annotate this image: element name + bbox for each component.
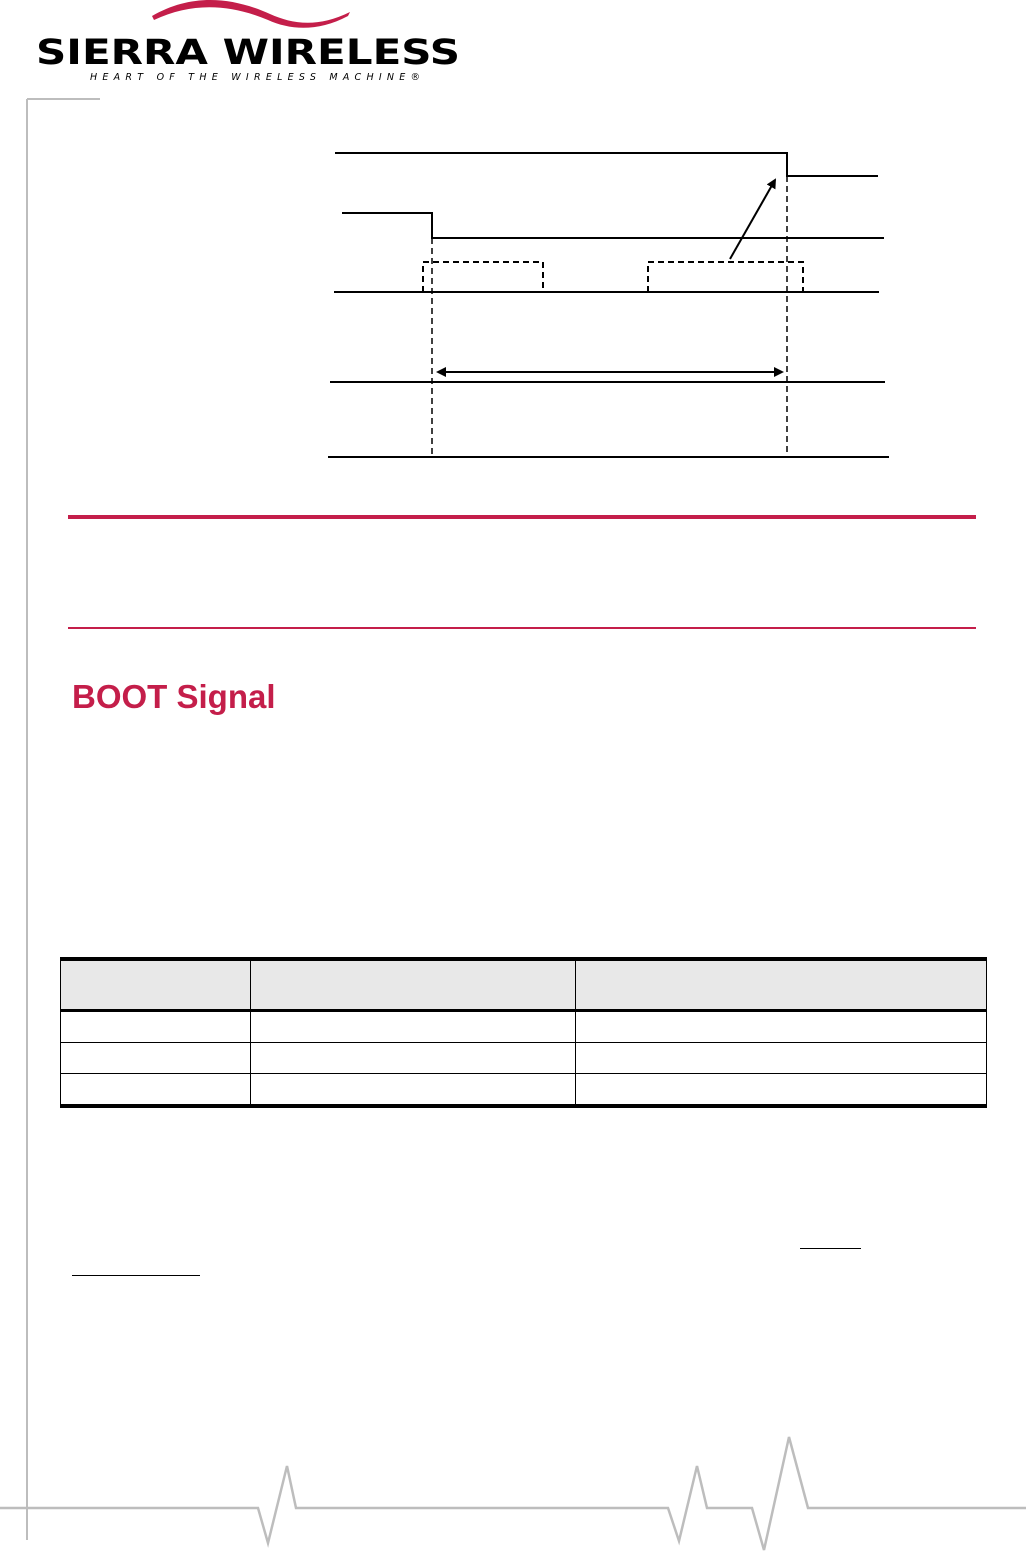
table-row xyxy=(61,1043,987,1074)
logo-wordmark: SIERRA WIRELESS xyxy=(36,33,461,73)
table-cell xyxy=(251,1074,576,1107)
signal-table xyxy=(60,957,987,1108)
table-header-cell xyxy=(576,959,987,1011)
note-rule-bottom xyxy=(68,627,976,629)
logo-tagline: HEART OF THE WIRELESS MACHINE® xyxy=(90,72,420,83)
table-cell xyxy=(61,1043,251,1074)
table-cell xyxy=(576,1074,987,1107)
table-cell xyxy=(61,1074,251,1107)
dashed-box-right xyxy=(648,262,803,292)
table-cell xyxy=(61,1011,251,1043)
table-header-cell xyxy=(251,959,576,1011)
link-underline[interactable] xyxy=(800,1248,861,1249)
section-heading: BOOT Signal xyxy=(72,678,276,715)
heartbeat-line xyxy=(0,1437,1026,1550)
table-cell xyxy=(576,1043,987,1074)
signal-trace-1 xyxy=(335,153,878,176)
table-header-cell xyxy=(61,959,251,1011)
diagonal-arrow xyxy=(730,180,775,259)
note-rule-top xyxy=(68,515,976,519)
table-header-row xyxy=(61,959,987,1011)
table-cell xyxy=(251,1043,576,1074)
timing-diagram xyxy=(0,0,1026,520)
signal-trace-2 xyxy=(342,213,884,238)
link-underline[interactable] xyxy=(72,1275,200,1276)
dashed-box-left xyxy=(423,262,543,292)
table-cell xyxy=(251,1011,576,1043)
table-cell xyxy=(576,1011,987,1043)
table-row xyxy=(61,1011,987,1043)
table-row xyxy=(61,1074,987,1107)
